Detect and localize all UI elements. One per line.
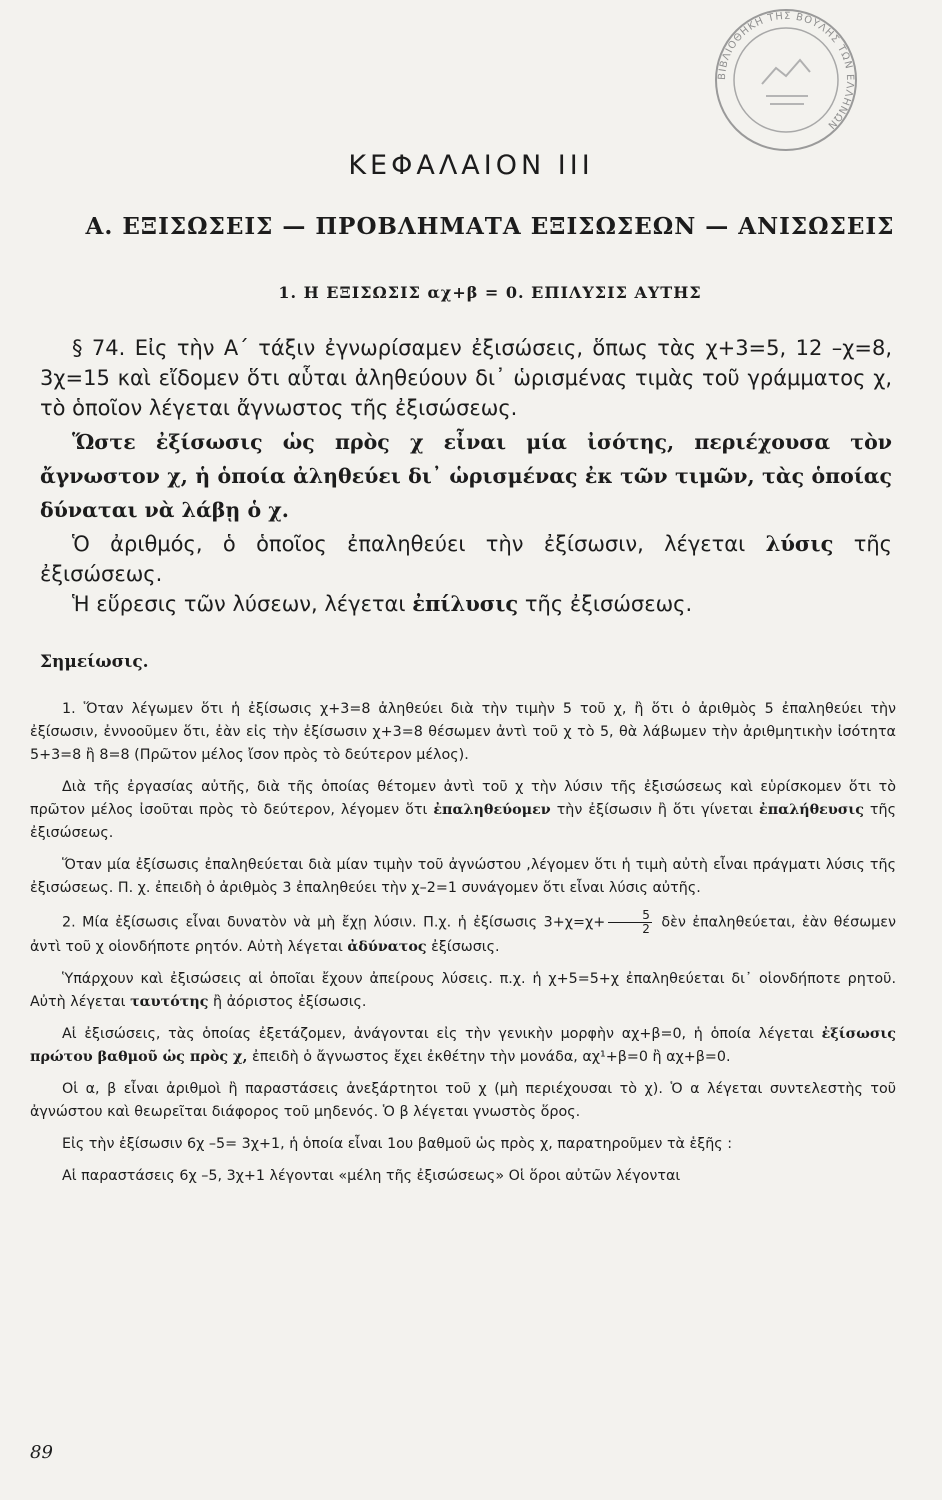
fraction — [608, 909, 652, 936]
note-5: Εἰς τὴν ἐξίσωσιν 6χ –5= 3χ+1, ἡ ὁποία εἶναι 1ου βαθμοῦ ὡς πρὸς χ, παρατηροῦμεν τὰ ἑξῆς : — [62, 1136, 733, 1152]
fraction-numerator: 5 — [608, 909, 652, 923]
resolution-text: Ἡ εὕρεσις τῶν λύσεων, λέγεται — [72, 592, 413, 616]
note-2-mid: δὲν ἐπαληθεύεται, ἐὰν θέσωμεν ἀντὶ τοῦ χ οἱονδήποτε ρητόν. Αὐτὴ λέγεται — [30, 914, 896, 955]
note-1b-text: Διὰ τῆς ἐργασίας αὐτῆς, διὰ τῆς ὁποίας θέτομεν ἀντὶ τοῦ χ τὴν λύσιν τῆς ἐξισώσεως καὶ εὑρίσκομεν ὅτι τὸ πρῶτον μέλος ἰσοῦται πρὸς τὸ δεύτερον, λέγομεν ὅτι — [30, 779, 896, 818]
solution-term: λύσις — [765, 531, 834, 556]
subsection-title: 1. Η ΕΞΙΣΩΣΙΣ αχ+β = 0. ΕΠΙΛΥΣΙΣ ΑΥΤΗΣ — [278, 283, 702, 302]
solution-text: Ὁ ἀριθμός, ὁ ὁποῖος ἐπαληθεύει τὴν ἐξίσωσιν, λέγεται — [72, 532, 766, 556]
main-text — [40, 333, 892, 619]
solution-text-end: τῆς ἐξισώσεως. — [40, 532, 892, 586]
term-first-degree: ἐξίσωσις πρώτου βαθμοῦ ὡς πρὸς χ, — [30, 1026, 896, 1065]
note-3-end: ἐπειδὴ ὁ ἄγνωστος ἔχει ἐκθέτην τὴν μονάδα, αχ¹+β=0 ἢ αχ+β=0. — [247, 1049, 731, 1065]
definition-equation: Ὥστε ἐξίσωσις ὡς πρὸς χ εἶναι μία ἰσότης, περιέχουσα τὸν ἄγνωστον χ, ἡ ὁποία ἀληθεύει δι᾽ ὡρισμένας ἐκ τῶν τιμῶν, τὰς ὁποίας δύναται νὰ λάβῃ ὁ χ. — [40, 430, 892, 522]
notes-heading: Σημείωσις. — [40, 652, 149, 672]
note-2 — [30, 909, 896, 959]
resolution-text-end: τῆς ἐξισώσεως. — [518, 592, 693, 616]
library-stamp-icon — [712, 6, 860, 154]
note-1: 1. Ὅταν λέγωμεν ὅτι ἡ ἐξίσωσις χ+3=8 ἀληθεύει διὰ τὴν τιμὴν 5 τοῦ χ, ἢ ὅτι ὁ ἀριθμὸς 5 ἐπαληθεύει τὴν ἐξίσωσιν, ἐννοοῦμεν ὅτι, ἐὰν εἰς τὴν ἐξίσωσιν χ+3=8 θέσωμεν ἀντὶ τοῦ χ τὸ 5, θὰ λάβωμεν τὴν ἀριθμητικὴν ἰσότητα 5+3=8 ἢ 8=8 (Πρῶτον μέλος ἴσον πρὸς τὸ δεύτερον μέλος). — [30, 701, 896, 763]
term-identity: ταυτότης — [130, 994, 209, 1010]
note-1-verification — [30, 776, 896, 845]
section-title: Α. ΕΞΙΣΩΣΕΙΣ — ΠΡΟΒΛΗΜΑΤΑ ΕΞΙΣΩΣΕΩΝ — ΑΝΙΣΩΣΕΙΣ — [85, 213, 895, 240]
note-1-example: Ὅταν μία ἐξίσωσις ἐπαληθεύεται διὰ μίαν τιμὴν τοῦ ἀγνώστου ,λέγομεν ὅτι ἡ τιμὴ αὐτὴ εἶναι πράγματι λύσις τῆς ἐξισώσεως. Π. χ. ἐπειδὴ ὁ ἀριθμὸς 3 ἐπαληθεύει τὴν χ–2=1 συνάγομεν ὅτι εἶναι λύσις αὐτῆς. — [30, 857, 896, 896]
note-1b-mid: τὴν ἐξίσωσιν ἢ ὅτι γίνεται — [550, 802, 760, 818]
note-2b-text: Ὑπάρχουν καὶ ἐξισώσεις αἱ ὁποῖαι ἔχουν ἀπείρους λύσεις. π.χ. ἡ χ+5=5+χ ἐπαληθεύεται δι᾽ οἱονδήποτε ρητοῦ. Αὐτὴ λέγεται — [30, 971, 896, 1010]
note-2-end: ἐξίσωσις. — [426, 939, 500, 955]
fraction-denominator: 2 — [642, 922, 650, 936]
notes-section — [30, 698, 896, 1197]
note-6: Αἱ παραστάσεις 6χ –5, 3χ+1 λέγονται «μέλη τῆς ἐξισώσεως» Οἱ ὅροι αὐτῶν λέγονται — [62, 1168, 681, 1184]
term-verification: ἐπαλήθευσις — [759, 802, 864, 818]
note-4: Οἱ α, β εἶναι ἀριθμοὶ ἢ παραστάσεις ἀνεξάρτητοι τοῦ χ (μὴ περιέχουσαι τὸ χ). Ὁ α λέγεται συντελεστὴς τοῦ ἀγνώστου καὶ θεωρεῖται διάφορος τοῦ μηδενός. Ὁ β λέγεται γνωστὸς ὅρος. — [30, 1081, 896, 1120]
paragraph-74: § 74. Εἰς τὴν Α΄ τάξιν ἐγνωρίσαμεν ἐξισώσεις, ὅπως τὰς χ+3=5, 12 –χ=8, 3χ=15 καὶ εἴδομεν ὅτι αὗται ἀληθεύουν δι᾽ ὡρισμένας τιμὰς τοῦ γράμματος χ, τὸ ὁποῖον λέγεται ἄγνωστος τῆς ἐξισώσεως. — [40, 336, 892, 420]
solution-definition — [40, 529, 892, 589]
note-2b-end: ἢ ἀόριστος ἐξίσωσις. — [208, 994, 367, 1010]
note-3-text: Αἱ ἐξισώσεις, τὰς ὁποίας ἐξετάζομεν, ἀνάγονται εἰς τὴν γενικὴν μορφὴν αχ+β=0, ἡ ὁποία λέγεται — [62, 1026, 822, 1042]
resolution-term: ἐπίλυσις — [412, 591, 519, 616]
page-number: 89 — [30, 1442, 53, 1463]
resolution-definition — [40, 589, 892, 619]
note-1b-end: τῆς ἐξισώσεως. — [30, 802, 896, 841]
note-3 — [30, 1023, 896, 1069]
term-verify: ἐπαληθεύομεν — [433, 802, 551, 818]
stamp-ring-text: ΒΙΒΛΙΟΘΗΚΗ ΤΗΣ ΒΟΥΛΗΣ ΤΩΝ ΕΛΛΗΝΩΝ — [716, 10, 856, 132]
note-2-identity — [30, 968, 896, 1014]
chapter-title: ΚΕΦΑΛΑΙΟΝ III — [348, 150, 594, 181]
term-impossible: ἀδύνατος — [347, 939, 427, 955]
note-2-text: 2. Μία ἐξίσωσις εἶναι δυνατὸν νὰ μὴ ἔχῃ λύσιν. Π.χ. ἡ ἐξίσωσις 3+χ=χ+ — [62, 914, 606, 931]
